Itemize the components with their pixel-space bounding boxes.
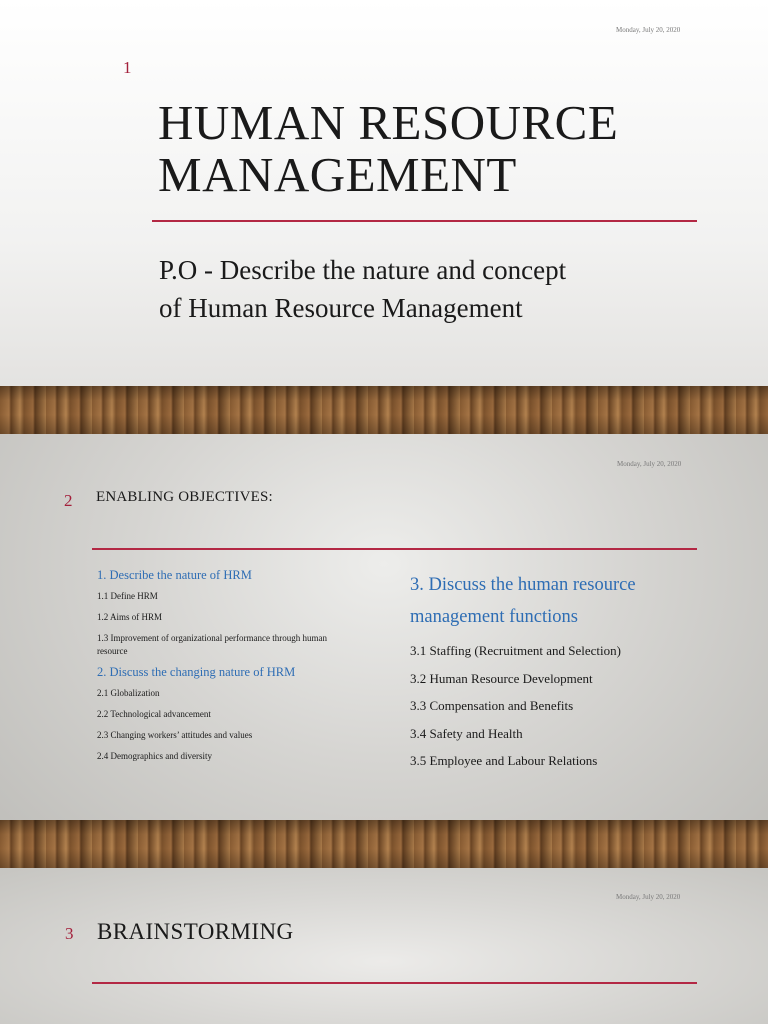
list-item: 2.4 Demographics and diversity	[97, 751, 212, 761]
title-line-1: HUMAN RESOURCE	[158, 95, 619, 150]
accent-divider	[92, 548, 697, 550]
slide-number: 2	[64, 491, 73, 510]
list-item: 3.5 Employee and Labour Relations	[410, 753, 598, 768]
slide-date: Monday, July 20, 2020	[617, 460, 682, 468]
wood-floor-decoration	[0, 820, 768, 868]
heading-line-2: management functions	[410, 607, 578, 627]
heading-line-1: 3. Discuss the human resource	[410, 575, 636, 595]
objective-heading-1: 1. Describe the nature of HRM	[97, 568, 252, 582]
slide-date: Monday, July 20, 2020	[616, 893, 681, 901]
subtitle-line-1: P.O - Describe the nature and concept	[159, 255, 567, 285]
subtitle-line-2: of Human Resource Management	[159, 293, 523, 323]
list-item: 3.3 Compensation and Benefits	[410, 698, 574, 713]
title-line-2: MANAGEMENT	[158, 147, 517, 202]
list-item: 2.1 Globalization	[97, 688, 160, 698]
page-title	[158, 97, 618, 201]
subtitle	[159, 251, 679, 327]
slide-title: ENABLING OBJECTIVES:	[96, 489, 273, 505]
slide-date: Monday, July 20, 2020	[616, 26, 681, 34]
slide-1	[0, 0, 768, 434]
accent-divider	[92, 982, 697, 984]
function-list	[410, 637, 710, 775]
slide-3	[0, 868, 768, 1024]
list-item: 3.2 Human Resource Development	[410, 670, 593, 686]
list-item: 1.3 Improvement of organizational performance through human	[97, 633, 328, 643]
list-item: 1.2 Aims of HRM	[97, 612, 163, 622]
right-column	[410, 569, 710, 775]
objective-heading-2: 2. Discuss the changing nature of HRM	[97, 665, 296, 679]
objective-heading-3	[410, 569, 710, 633]
left-column	[97, 568, 377, 763]
slide-title: BRAINSTORMING	[97, 919, 294, 944]
list-item: 2.3 Changing workers’ attitudes and values	[97, 730, 253, 740]
list-item: 2.2 Technological advancement	[97, 709, 211, 719]
slide-number: 3	[65, 924, 74, 943]
slide-background	[0, 0, 768, 434]
slide-number: 1	[123, 58, 132, 77]
slide-2	[0, 434, 768, 868]
list-item: 3.4 Safety and Health	[410, 725, 523, 741]
slide-background	[0, 868, 768, 1024]
list-item: resource	[97, 646, 128, 656]
wood-floor-decoration	[0, 386, 768, 434]
accent-divider	[152, 220, 697, 222]
list-item: 3.1 Staffing (Recruitment and Selection)	[410, 643, 621, 658]
list-item: 1.1 Define HRM	[97, 591, 158, 601]
